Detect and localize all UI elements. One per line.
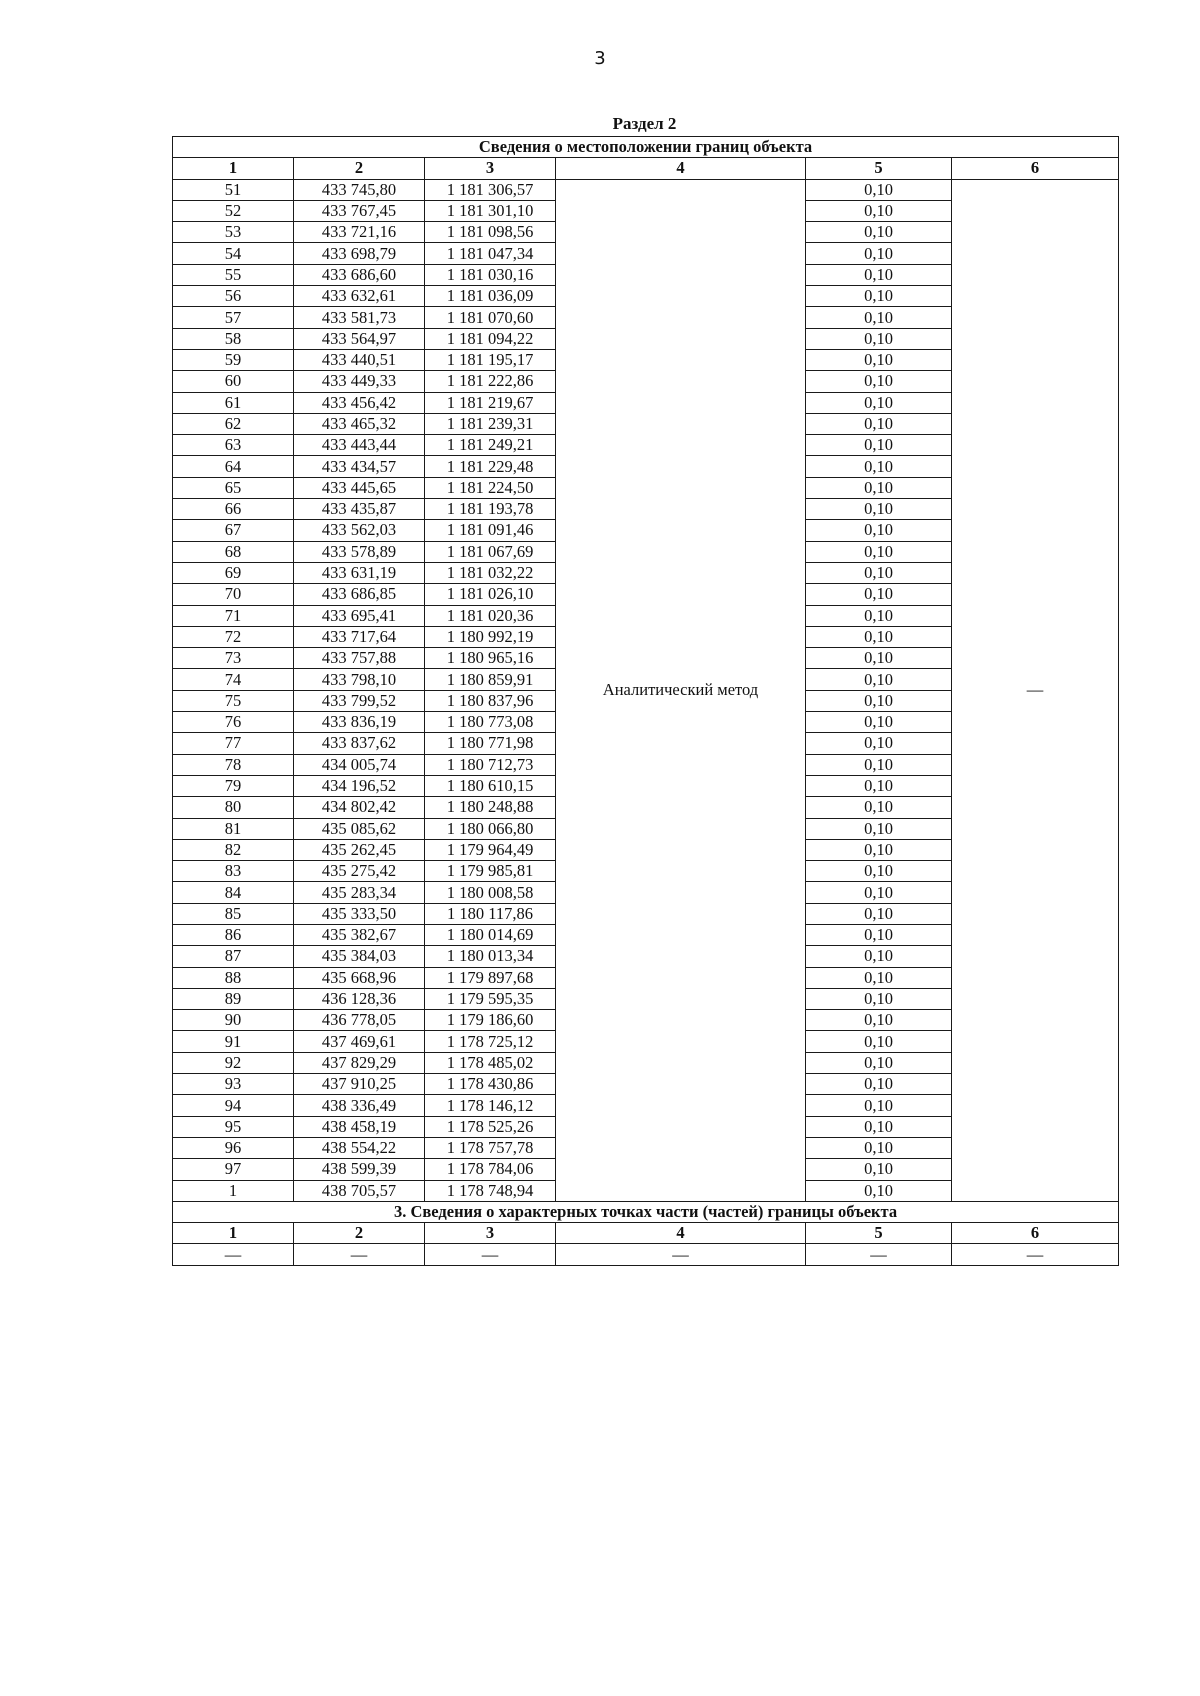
coordinate-y: 1 180 712,73 — [425, 754, 556, 775]
coordinate-y: 1 180 610,15 — [425, 775, 556, 796]
coordinate-x: 435 384,03 — [294, 946, 425, 967]
coordinate-x: 433 836,19 — [294, 712, 425, 733]
column-header: 3 — [425, 158, 556, 179]
point-number: 87 — [173, 946, 294, 967]
accuracy: 0,10 — [806, 562, 952, 583]
point-number: 79 — [173, 775, 294, 796]
coordinate-x: 433 434,57 — [294, 456, 425, 477]
point-number: 85 — [173, 903, 294, 924]
empty-cell: — — [556, 1244, 806, 1265]
accuracy: 0,10 — [806, 200, 952, 221]
coordinate-y: 1 180 771,98 — [425, 733, 556, 754]
column-header: 4 — [556, 158, 806, 179]
accuracy: 0,10 — [806, 797, 952, 818]
coordinate-x: 434 802,42 — [294, 797, 425, 818]
coordinate-y: 1 178 748,94 — [425, 1180, 556, 1201]
coordinate-x: 438 458,19 — [294, 1116, 425, 1137]
accuracy: 0,10 — [806, 669, 952, 690]
point-number: 78 — [173, 754, 294, 775]
coordinate-x: 435 275,42 — [294, 861, 425, 882]
coordinate-x: 433 799,52 — [294, 690, 425, 711]
point-number: 67 — [173, 520, 294, 541]
coordinate-x: 433 581,73 — [294, 307, 425, 328]
coordinate-y: 1 180 965,16 — [425, 648, 556, 669]
column-header-row — [173, 158, 1119, 179]
column-header: 6 — [952, 1223, 1119, 1244]
coordinate-x: 433 632,61 — [294, 286, 425, 307]
accuracy: 0,10 — [806, 499, 952, 520]
coordinate-y: 1 181 249,21 — [425, 435, 556, 456]
accuracy: 0,10 — [806, 924, 952, 945]
accuracy: 0,10 — [806, 1159, 952, 1180]
coordinate-y: 1 181 070,60 — [425, 307, 556, 328]
coordinate-y: 1 180 992,19 — [425, 626, 556, 647]
point-number: 84 — [173, 882, 294, 903]
coordinate-y: 1 181 098,56 — [425, 222, 556, 243]
coordinate-y: 1 181 091,46 — [425, 520, 556, 541]
coordinate-y: 1 180 859,91 — [425, 669, 556, 690]
method-cell: Аналитический метод — [556, 179, 806, 1201]
point-number: 94 — [173, 1095, 294, 1116]
point-number: 68 — [173, 541, 294, 562]
coordinate-y: 1 178 525,26 — [425, 1116, 556, 1137]
point-number: 69 — [173, 562, 294, 583]
coordinate-y: 1 181 224,50 — [425, 477, 556, 498]
accuracy: 0,10 — [806, 584, 952, 605]
accuracy: 0,10 — [806, 648, 952, 669]
empty-cell: — — [425, 1244, 556, 1265]
coordinate-x: 433 745,80 — [294, 179, 425, 200]
coordinate-y: 1 178 757,78 — [425, 1137, 556, 1158]
coordinate-x: 435 262,45 — [294, 839, 425, 860]
accuracy: 0,10 — [806, 1137, 952, 1158]
coordinate-y: 1 180 013,34 — [425, 946, 556, 967]
point-number: 91 — [173, 1031, 294, 1052]
coordinate-y: 1 179 595,35 — [425, 988, 556, 1009]
accuracy: 0,10 — [806, 264, 952, 285]
point-number: 73 — [173, 648, 294, 669]
point-number: 97 — [173, 1159, 294, 1180]
point-number: 96 — [173, 1137, 294, 1158]
coordinate-y: 1 178 485,02 — [425, 1052, 556, 1073]
coordinate-x: 433 562,03 — [294, 520, 425, 541]
point-number: 64 — [173, 456, 294, 477]
coordinate-y: 1 181 094,22 — [425, 328, 556, 349]
point-number: 95 — [173, 1116, 294, 1137]
boundary-table — [172, 136, 1119, 1266]
point-number: 59 — [173, 349, 294, 370]
coordinate-x: 433 757,88 — [294, 648, 425, 669]
coordinate-y: 1 181 219,67 — [425, 392, 556, 413]
point-number: 77 — [173, 733, 294, 754]
coordinate-x: 437 910,25 — [294, 1074, 425, 1095]
point-number: 57 — [173, 307, 294, 328]
column-header: 2 — [294, 1223, 425, 1244]
accuracy: 0,10 — [806, 626, 952, 647]
accuracy: 0,10 — [806, 349, 952, 370]
point-number: 92 — [173, 1052, 294, 1073]
coordinate-x: 433 837,62 — [294, 733, 425, 754]
accuracy: 0,10 — [806, 605, 952, 626]
point-number: 70 — [173, 584, 294, 605]
coordinate-y: 1 178 430,86 — [425, 1074, 556, 1095]
point-number: 72 — [173, 626, 294, 647]
coordinate-x: 437 829,29 — [294, 1052, 425, 1073]
coordinate-y: 1 181 306,57 — [425, 179, 556, 200]
point-number: 90 — [173, 1010, 294, 1031]
coordinate-x: 438 554,22 — [294, 1137, 425, 1158]
table-caption: Сведения о местоположении границ объекта — [173, 137, 1119, 158]
table-row — [173, 179, 1119, 200]
column-header: 4 — [556, 1223, 806, 1244]
coordinate-y: 1 180 837,96 — [425, 690, 556, 711]
coordinate-y: 1 181 222,86 — [425, 371, 556, 392]
coordinate-x: 437 469,61 — [294, 1031, 425, 1052]
coordinate-y: 1 181 047,34 — [425, 243, 556, 264]
accuracy: 0,10 — [806, 733, 952, 754]
coordinate-x: 438 336,49 — [294, 1095, 425, 1116]
point-number: 93 — [173, 1074, 294, 1095]
coordinate-y: 1 178 784,06 — [425, 1159, 556, 1180]
coordinate-y: 1 181 301,10 — [425, 200, 556, 221]
point-number: 71 — [173, 605, 294, 626]
point-number: 65 — [173, 477, 294, 498]
accuracy: 0,10 — [806, 477, 952, 498]
point-number: 61 — [173, 392, 294, 413]
accuracy: 0,10 — [806, 307, 952, 328]
accuracy: 0,10 — [806, 243, 952, 264]
accuracy: 0,10 — [806, 413, 952, 434]
accuracy: 0,10 — [806, 541, 952, 562]
point-number: 1 — [173, 1180, 294, 1201]
part-section-caption: 3. Сведения о характерных точках части (частей) границы объекта — [173, 1201, 1119, 1222]
page-number: 3 — [594, 48, 606, 69]
point-number: 88 — [173, 967, 294, 988]
point-number: 83 — [173, 861, 294, 882]
accuracy: 0,10 — [806, 286, 952, 307]
coordinate-y: 1 178 725,12 — [425, 1031, 556, 1052]
coordinate-x: 433 435,87 — [294, 499, 425, 520]
part-empty-row — [173, 1244, 1119, 1265]
accuracy: 0,10 — [806, 712, 952, 733]
accuracy: 0,10 — [806, 690, 952, 711]
coordinate-x: 433 445,65 — [294, 477, 425, 498]
accuracy: 0,10 — [806, 861, 952, 882]
point-number: 76 — [173, 712, 294, 733]
accuracy: 0,10 — [806, 1095, 952, 1116]
coordinate-y: 1 178 146,12 — [425, 1095, 556, 1116]
point-number: 75 — [173, 690, 294, 711]
coordinate-x: 433 767,45 — [294, 200, 425, 221]
coordinate-x: 433 686,60 — [294, 264, 425, 285]
point-number: 52 — [173, 200, 294, 221]
point-number: 80 — [173, 797, 294, 818]
coordinate-y: 1 180 008,58 — [425, 882, 556, 903]
accuracy: 0,10 — [806, 1180, 952, 1201]
accuracy: 0,10 — [806, 903, 952, 924]
column-header: 5 — [806, 158, 952, 179]
coordinate-x: 433 631,19 — [294, 562, 425, 583]
coordinate-x: 435 382,67 — [294, 924, 425, 945]
coordinate-y: 1 181 030,16 — [425, 264, 556, 285]
coordinate-y: 1 180 014,69 — [425, 924, 556, 945]
accuracy: 0,10 — [806, 222, 952, 243]
section-title: Раздел 2 — [612, 114, 677, 133]
coordinate-y: 1 181 239,31 — [425, 413, 556, 434]
accuracy: 0,10 — [806, 1031, 952, 1052]
coordinate-y: 1 180 066,80 — [425, 818, 556, 839]
coordinate-y: 1 179 985,81 — [425, 861, 556, 882]
table-caption-row — [173, 137, 1119, 158]
empty-cell: — — [294, 1244, 425, 1265]
accuracy: 0,10 — [806, 371, 952, 392]
point-number: 62 — [173, 413, 294, 434]
coordinate-x: 433 443,44 — [294, 435, 425, 456]
coordinate-x: 434 005,74 — [294, 754, 425, 775]
coordinate-y: 1 181 229,48 — [425, 456, 556, 477]
point-number: 89 — [173, 988, 294, 1009]
coordinate-y: 1 181 026,10 — [425, 584, 556, 605]
point-number: 55 — [173, 264, 294, 285]
column-header: 1 — [173, 1223, 294, 1244]
point-number: 82 — [173, 839, 294, 860]
coordinate-y: 1 179 897,68 — [425, 967, 556, 988]
accuracy: 0,10 — [806, 988, 952, 1009]
coordinate-x: 438 705,57 — [294, 1180, 425, 1201]
accuracy: 0,10 — [806, 456, 952, 477]
coordinate-y: 1 181 036,09 — [425, 286, 556, 307]
accuracy: 0,10 — [806, 1074, 952, 1095]
column-header: 2 — [294, 158, 425, 179]
accuracy: 0,10 — [806, 775, 952, 796]
coordinate-y: 1 179 186,60 — [425, 1010, 556, 1031]
point-number: 53 — [173, 222, 294, 243]
point-number: 56 — [173, 286, 294, 307]
coordinate-x: 433 440,51 — [294, 349, 425, 370]
accuracy: 0,10 — [806, 435, 952, 456]
accuracy: 0,10 — [806, 392, 952, 413]
part-column-header-row — [173, 1223, 1119, 1244]
coordinate-x: 433 717,64 — [294, 626, 425, 647]
accuracy: 0,10 — [806, 1052, 952, 1073]
coordinate-x: 433 798,10 — [294, 669, 425, 690]
coordinate-x: 433 578,89 — [294, 541, 425, 562]
coordinate-x: 436 128,36 — [294, 988, 425, 1009]
column-header: 1 — [173, 158, 294, 179]
coordinate-x: 433 695,41 — [294, 605, 425, 626]
coordinate-y: 1 181 067,69 — [425, 541, 556, 562]
accuracy: 0,10 — [806, 754, 952, 775]
coordinate-y: 1 180 248,88 — [425, 797, 556, 818]
point-number: 81 — [173, 818, 294, 839]
column-header: 6 — [952, 158, 1119, 179]
coordinate-y: 1 180 773,08 — [425, 712, 556, 733]
coordinate-y: 1 181 195,17 — [425, 349, 556, 370]
point-number: 58 — [173, 328, 294, 349]
point-number: 66 — [173, 499, 294, 520]
accuracy: 0,10 — [806, 328, 952, 349]
accuracy: 0,10 — [806, 1116, 952, 1137]
empty-cell: — — [806, 1244, 952, 1265]
coordinate-x: 433 564,97 — [294, 328, 425, 349]
empty-cell: — — [952, 1244, 1119, 1265]
empty-cell: — — [173, 1244, 294, 1265]
coordinate-x: 433 465,32 — [294, 413, 425, 434]
coordinate-x: 433 686,85 — [294, 584, 425, 605]
coordinate-y: 1 181 193,78 — [425, 499, 556, 520]
coordinate-x: 433 698,79 — [294, 243, 425, 264]
point-number: 60 — [173, 371, 294, 392]
column-header: 5 — [806, 1223, 952, 1244]
coordinate-x: 435 668,96 — [294, 967, 425, 988]
coordinate-y: 1 181 032,22 — [425, 562, 556, 583]
coordinate-x: 434 196,52 — [294, 775, 425, 796]
coordinate-y: 1 181 020,36 — [425, 605, 556, 626]
coordinate-x: 433 449,33 — [294, 371, 425, 392]
coordinate-x: 435 283,34 — [294, 882, 425, 903]
accuracy: 0,10 — [806, 818, 952, 839]
point-number: 51 — [173, 179, 294, 200]
coordinate-y: 1 179 964,49 — [425, 839, 556, 860]
accuracy: 0,10 — [806, 179, 952, 200]
coordinate-x: 435 085,62 — [294, 818, 425, 839]
accuracy: 0,10 — [806, 967, 952, 988]
coordinate-x: 433 456,42 — [294, 392, 425, 413]
column-6-cell: — — [952, 179, 1119, 1201]
accuracy: 0,10 — [806, 1010, 952, 1031]
accuracy: 0,10 — [806, 882, 952, 903]
coordinate-x: 435 333,50 — [294, 903, 425, 924]
coordinate-x: 436 778,05 — [294, 1010, 425, 1031]
part-caption-row — [173, 1201, 1119, 1222]
coordinate-y: 1 180 117,86 — [425, 903, 556, 924]
point-number: 63 — [173, 435, 294, 456]
coordinate-x: 438 599,39 — [294, 1159, 425, 1180]
accuracy: 0,10 — [806, 520, 952, 541]
coordinate-x: 433 721,16 — [294, 222, 425, 243]
point-number: 54 — [173, 243, 294, 264]
accuracy: 0,10 — [806, 946, 952, 967]
point-number: 74 — [173, 669, 294, 690]
column-header: 3 — [425, 1223, 556, 1244]
point-number: 86 — [173, 924, 294, 945]
accuracy: 0,10 — [806, 839, 952, 860]
